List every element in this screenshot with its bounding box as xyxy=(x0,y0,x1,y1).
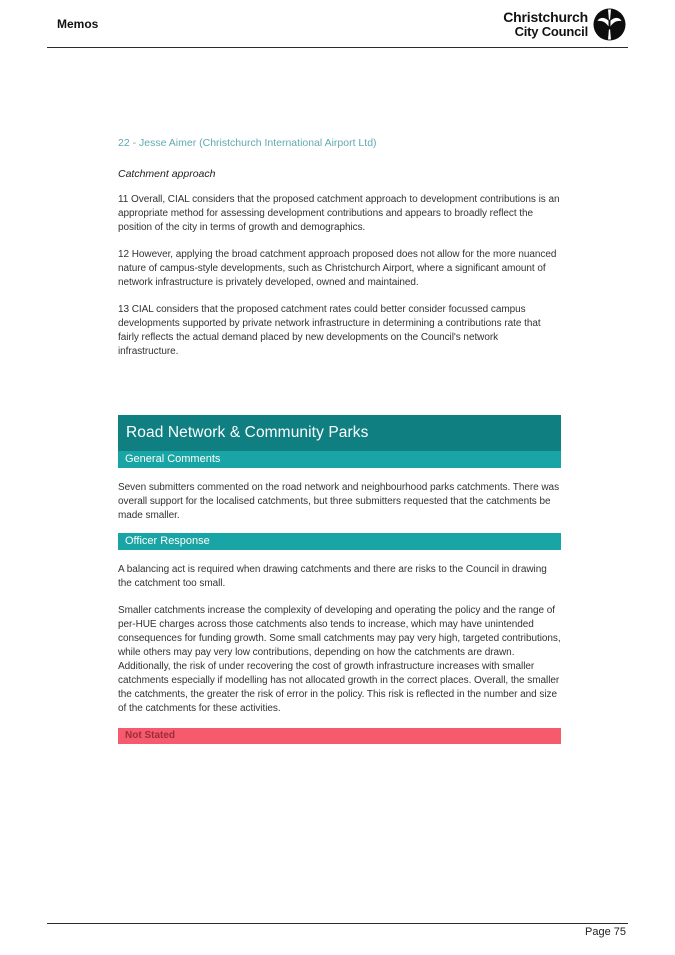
page-title: Memos xyxy=(57,17,99,31)
paragraph-13: 13 CIAL considers that the proposed catchment rates could better consider focussed campus developments supported by private network infrastructure in determining a contributions rate that fairly reflects the actual demand placed by new developments on the Council's network infrastructure. xyxy=(118,304,541,357)
ccc-logo-line2: City Council xyxy=(514,24,588,40)
submission-heading: 22 - Jesse Aimer (Christchurch International Airport Ltd) xyxy=(118,137,377,149)
paragraph-11: 11 Overall, CIAL considers that the proposed catchment approach to development contributions is an appropriate method for assessing development contributions and appears to broadly reflect the position of the city in terms of growth and demographics. xyxy=(118,194,560,233)
topic-heading: Catchment approach xyxy=(118,168,216,180)
page-number: Page 75 xyxy=(585,926,626,938)
document-body xyxy=(118,0,561,744)
officer-response-paragraph-2: Smaller catchments increase the complexity of developing and operating the policy and the range of per-HUE charges across those catchments also tends to increase, which may have unintended consequences for funding growth. Some small catchments may pay very high, targeted contributions, while others may pay very low contributions, depending on how the catchments are drawn. Additionally, the risk of under recovering the cost of growth infrastructure increases with smaller catchments especially if modelling has not allocated growth in the correct places. Overall, the smaller the catchments, the greater the risk of error in the policy. This risk is reflected in the number and size of the catchments for these activities. xyxy=(118,605,561,714)
paragraph-12: 12 However, applying the broad catchment approach proposed does not allow for the more nuanced nature of campus-style developments, such as Christchurch Airport, where a significant amount of network infrastructure is privately developed, owned and maintained. xyxy=(118,249,557,288)
officer-response-bar: Officer Response xyxy=(118,533,561,550)
officer-response-paragraph-1: A balancing act is required when drawing catchments and there are risks to the Council in drawing the catchment too small. xyxy=(118,564,547,589)
ccc-logo-line1: Christchurch xyxy=(503,9,588,26)
page-footer xyxy=(47,923,628,938)
section-title-banner: Road Network & Community Parks xyxy=(118,415,561,451)
general-comments-bar: General Comments xyxy=(118,451,561,468)
status-banner: Not Stated xyxy=(118,728,561,744)
general-comments-text: Seven submitters commented on the road network and neighbourhood parks catchments. There was overall support for the localised catchments, but three submitters requested that the catchments be made smaller. xyxy=(118,482,560,521)
ccc-logo-icon xyxy=(593,8,626,41)
